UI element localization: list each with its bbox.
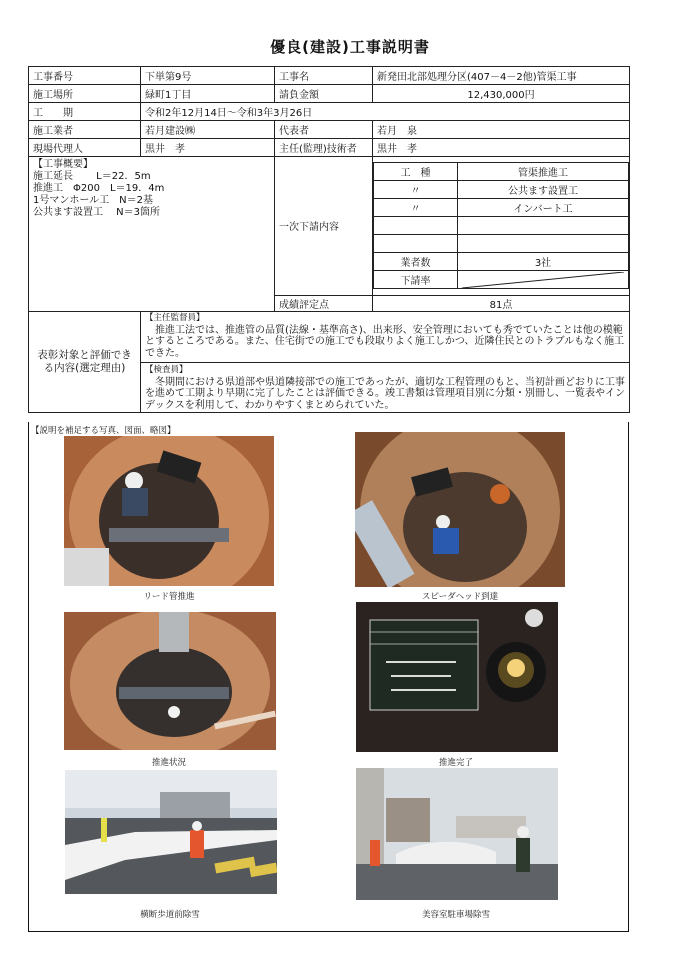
koji-bango-label: 工事番号: [29, 67, 141, 85]
daihyo-label: 代表者: [275, 121, 373, 139]
koji-mei-label: 工事名: [275, 67, 373, 85]
count-label: 業者数: [374, 253, 458, 271]
subcontract-col-header: 工 種: [374, 163, 458, 181]
overview-heading: 【工事概要】: [33, 159, 93, 170]
subcontract-name: 公共ます設置工: [458, 181, 629, 199]
score-value: 81点: [373, 295, 630, 311]
koji-bango-value: 下単第9号: [141, 67, 275, 85]
gyosha-label: 施工業者: [29, 121, 141, 139]
subcontract-name: [458, 235, 629, 253]
subcontract-kind: 〃: [374, 181, 458, 199]
supervisor-text: 推進工法では、推進管の品質(法線・基準高さ)、出来形、安全管理においても秀でていたことは他の模範とするところである。また、住宅街での施工でも段取りよく施工しかつ、近隣住民とのトラブルもなく施工できた。: [145, 324, 625, 359]
inspector-text: 冬期間における県道部や県道隣接部での施工であったが、適切な工程管理のもと、当初計画どおりに工事を進めて工期より早期に完了したことは評価できる。竣工書類は管理項目別に分類・別冊し、一覧表やインデックスを利用して、わかりやすくまとめられていた。: [145, 376, 625, 411]
overview-line-3: 1号マンホール工 N＝2基: [33, 195, 154, 206]
score-label: 成績評定点: [275, 295, 373, 311]
photo-lead-pipe: [64, 436, 274, 586]
photo-caption: スピーダヘッド到達: [421, 592, 499, 602]
photo-caption: リード管推進: [143, 592, 195, 602]
reason-label: 表彰対象と評価できる内容(選定理由): [29, 312, 141, 413]
basho-value: 緑町1丁目: [141, 85, 275, 103]
photo-caption: 横断歩道前除雪: [140, 910, 200, 920]
rate-label: 下請率: [374, 271, 458, 289]
subcontract-kind: [374, 217, 458, 235]
koki-label: 工 期: [29, 103, 141, 121]
overview-line-4: 公共ます設置工 N＝3箇所: [33, 207, 161, 218]
overview-cell: [29, 157, 275, 312]
subcontract-table: [373, 162, 629, 289]
subcontract-kind: 〃: [374, 199, 458, 217]
photo-speeder-head: [355, 432, 565, 587]
ukeoi-label: 請負金額: [275, 85, 373, 103]
dairinin-value: 黒井 孝: [141, 139, 275, 157]
rate-diagonal: [462, 272, 624, 288]
photo-caption: 推進完了: [438, 758, 473, 768]
gishi-label: 主任(監理)技術者: [275, 139, 373, 157]
reason-divider: [141, 362, 629, 363]
ukeoi-value: 12,430,000円: [373, 85, 630, 103]
basho-label: 施工場所: [29, 85, 141, 103]
count-value: 3社: [458, 253, 629, 271]
photo-crosswalk-snow: [65, 770, 277, 894]
subcontract-label: 一次下請内容: [275, 157, 373, 296]
photo-caption: 推進状況: [151, 758, 186, 768]
document-title: 優良(建設)工事説明書: [270, 38, 430, 56]
subcontract-top-value: 管渠推進工: [458, 163, 629, 181]
photo-section: [28, 422, 629, 932]
subcontract-name: [458, 217, 629, 235]
daihyo-value: 若月 泉: [373, 121, 630, 139]
overview-line-2: 推進工 Φ200 L＝19．4m: [33, 183, 165, 194]
inspector-heading: 【検査員】: [145, 365, 188, 375]
photo-heading: 【説明を補足する写真、図面、略図】: [31, 426, 176, 436]
dairinin-label: 現場代理人: [29, 139, 141, 157]
photo-salon-parking-snow: [356, 768, 558, 900]
koji-mei-value: 新発田北部処理分区(407－4－2他)管渠工事: [373, 67, 630, 85]
reason-cell: [141, 312, 630, 413]
gishi-value: 黒井 孝: [373, 139, 630, 157]
overview-line-1: 施工延長 L＝22．5m: [33, 171, 151, 182]
subcontract-kind: [374, 235, 458, 253]
subcontract-cell: [373, 157, 630, 296]
info-table: [28, 66, 630, 413]
koki-value: 令和2年12月14日～令和3年3月26日: [141, 103, 630, 121]
gyosha-value: 若月建設㈱: [141, 121, 275, 139]
rate-value: [458, 271, 629, 289]
subcontract-name: インバート工: [458, 199, 629, 217]
photo-pushing-complete: [356, 602, 558, 752]
photo-caption: 美容室駐車場除雪: [421, 910, 490, 920]
photo-pushing-status: [64, 612, 276, 750]
supervisor-heading: 【主任監督員】: [145, 313, 205, 323]
